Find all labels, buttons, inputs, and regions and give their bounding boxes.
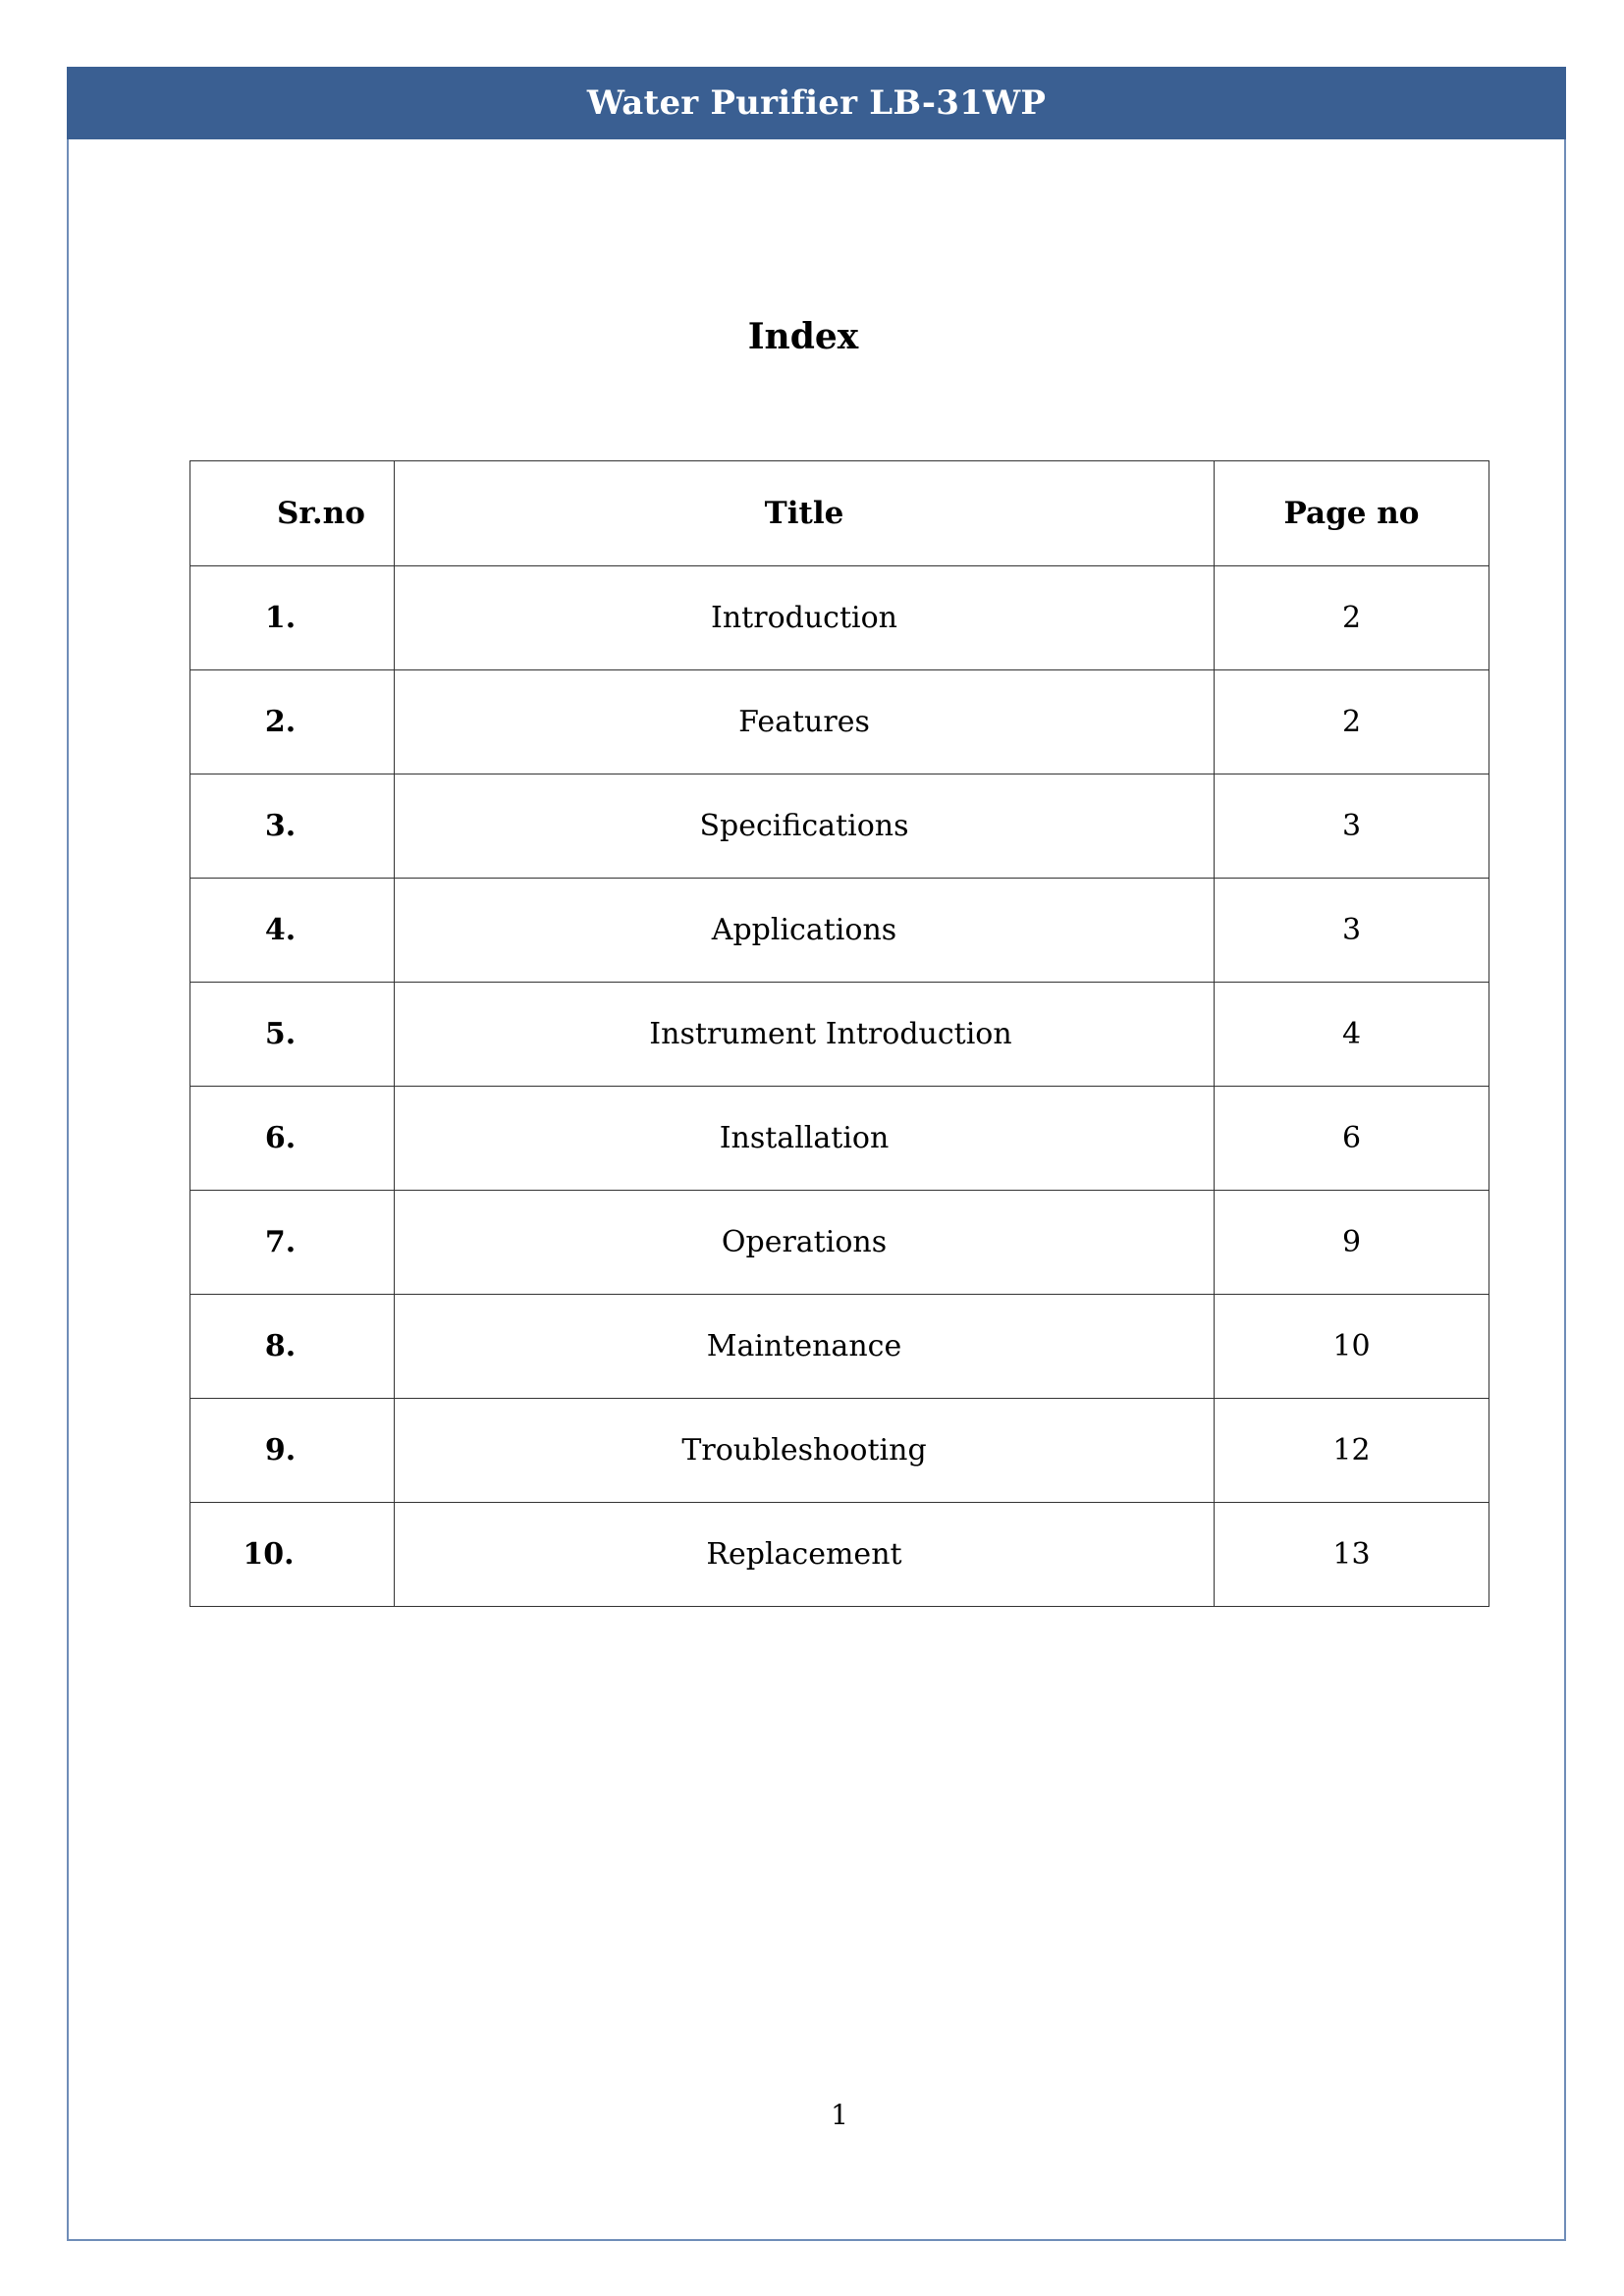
row-title: Introduction	[395, 566, 1215, 670]
table-row	[190, 566, 1489, 670]
index-heading: Index	[747, 316, 859, 357]
table-row	[190, 1503, 1489, 1607]
row-page: 10	[1215, 1295, 1489, 1399]
row-title: Operations	[395, 1191, 1215, 1295]
row-title: Applications	[395, 879, 1215, 983]
row-page: 3	[1215, 774, 1489, 879]
column-header-title: Title	[395, 461, 1215, 566]
row-srno: 4.	[190, 879, 395, 983]
row-page: 4	[1215, 983, 1489, 1087]
row-srno: 9.	[190, 1399, 395, 1503]
row-title: Specifications	[395, 774, 1215, 879]
row-srno: 2.	[190, 670, 395, 774]
table-row	[190, 1087, 1489, 1191]
table-row	[190, 983, 1489, 1087]
table-row	[190, 774, 1489, 879]
row-title: Instrument Introduction	[395, 983, 1215, 1087]
header-bar	[67, 67, 1566, 139]
row-page: 3	[1215, 879, 1489, 983]
row-page: 2	[1215, 670, 1489, 774]
row-page: 13	[1215, 1503, 1489, 1607]
table-row	[190, 1191, 1489, 1295]
row-srno: 7.	[190, 1191, 395, 1295]
row-page: 2	[1215, 566, 1489, 670]
table-row	[190, 1295, 1489, 1399]
table-row	[190, 879, 1489, 983]
row-title: Features	[395, 670, 1215, 774]
column-header-srno: Sr.no	[190, 461, 395, 566]
row-page: 9	[1215, 1191, 1489, 1295]
table-row	[190, 670, 1489, 774]
row-title: Replacement	[395, 1503, 1215, 1607]
page-number: 1	[831, 2099, 848, 2131]
row-srno: 1.	[190, 566, 395, 670]
row-srno: 8.	[190, 1295, 395, 1399]
row-srno: 10.	[190, 1503, 395, 1607]
table-header-row	[190, 461, 1489, 566]
document-title: Water Purifier LB-31WP	[586, 83, 1047, 123]
row-srno: 6.	[190, 1087, 395, 1191]
row-title: Maintenance	[395, 1295, 1215, 1399]
row-title: Troubleshooting	[395, 1399, 1215, 1503]
row-page: 6	[1215, 1087, 1489, 1191]
row-srno: 5.	[190, 983, 395, 1087]
row-title: Installation	[395, 1087, 1215, 1191]
row-srno: 3.	[190, 774, 395, 879]
row-page: 12	[1215, 1399, 1489, 1503]
table-row	[190, 1399, 1489, 1503]
index-table	[189, 460, 1489, 1607]
column-header-page: Page no	[1215, 461, 1489, 566]
